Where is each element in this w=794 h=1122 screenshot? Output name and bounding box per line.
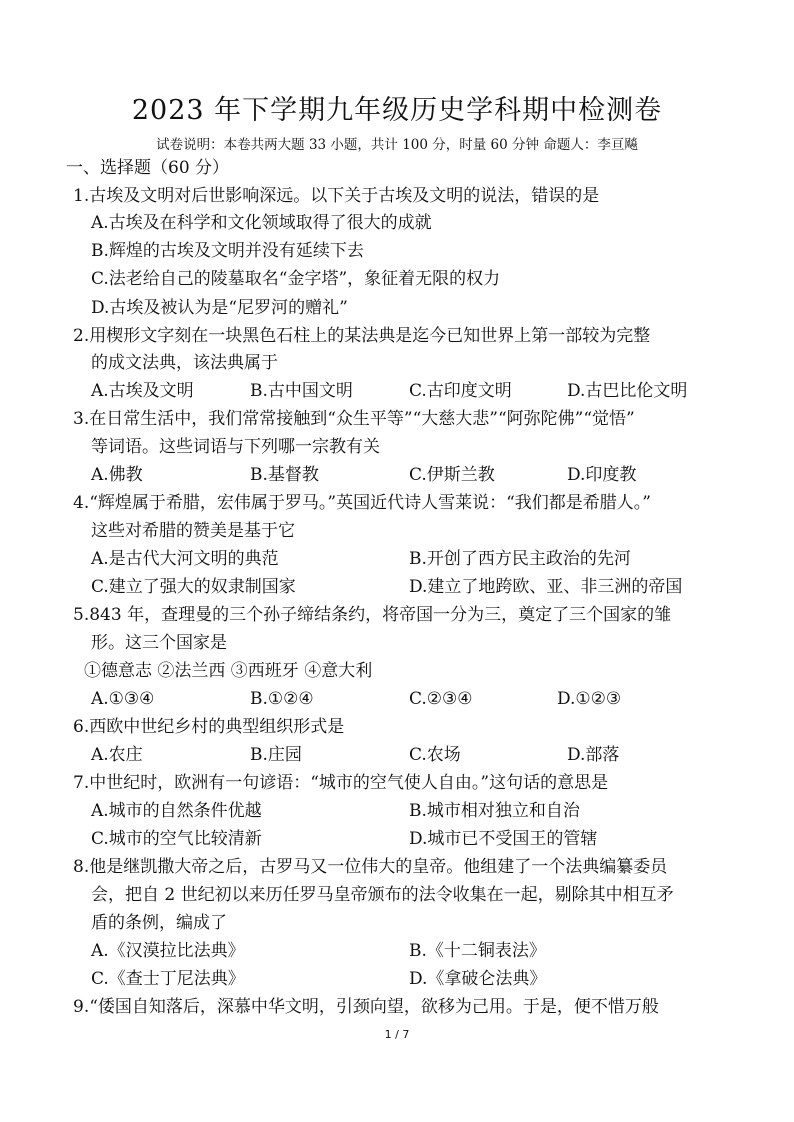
page-number: 1 / 7 — [384, 1028, 410, 1041]
question-1-stem: 1.古埃及文明对后世影响深远。以下关于古埃及文明的说法，错误的是 — [73, 186, 600, 206]
question-4-option-d: D.建立了地跨欧、亚、非三洲的帝国 — [409, 577, 683, 597]
question-4-option-a: A.是古代大河文明的典范 — [91, 549, 279, 569]
question-8-option-c: C.《查士丁尼法典》 — [91, 969, 245, 989]
question-5-items: ①德意志 ②法兰西 ③西班牙 ④意大利 — [84, 661, 373, 681]
question-2-option-b: B.古中国文明 — [250, 381, 353, 401]
question-7-option-c: C.城市的空气比较清新 — [91, 829, 262, 849]
question-8-stem-line3: 盾的条例，编成了 — [91, 913, 227, 933]
question-5-option-d: D.①②③ — [557, 689, 622, 709]
question-5-stem-line2: 形。这三个国家是 — [91, 633, 227, 653]
question-8-option-d: D.《拿破仑法典》 — [409, 969, 547, 989]
question-3-option-a: A.佛教 — [91, 465, 143, 485]
section-heading: 一、选择题（60 分） — [66, 158, 230, 178]
question-8-option-a: A.《汉漠拉比法典》 — [91, 941, 245, 961]
question-7-stem: 7.中世纪时，欧洲有一句谚语：“城市的空气使人自由。”这句话的意思是 — [73, 773, 609, 793]
question-1-option-a: A.古埃及在科学和文化领域取得了很大的成就 — [91, 213, 432, 233]
question-6-option-a: A.农庄 — [91, 745, 143, 765]
question-2-option-c: C.古印度文明 — [409, 381, 512, 401]
question-3-stem-line1: 3.在日常生活中，我们常常接触到“众生平等”“大慈大悲”“阿弥陀佛”“觉悟” — [73, 409, 635, 429]
question-7-option-d: D.城市已不受国王的管辖 — [409, 829, 598, 849]
exam-title: 2023 年下学期九年级历史学科期中检测卷 — [131, 95, 663, 126]
question-4-option-b: B.开创了西方民主政治的先河 — [409, 549, 631, 569]
question-2-option-d: D.古巴比伦文明 — [567, 381, 688, 401]
question-2-option-a: A.古埃及文明 — [91, 381, 194, 401]
question-1-option-b: B.辉煌的古埃及文明并没有延续下去 — [91, 241, 364, 261]
question-2-stem-line1: 2.用楔形文字刻在一块黑色石柱上的某法典是迄今已知世界上第一部较为完整 — [73, 326, 651, 346]
question-3-option-d: D.印度教 — [567, 465, 637, 485]
question-5-option-a: A.①③④ — [91, 689, 155, 709]
question-4-option-c: C.建立了强大的奴隶制国家 — [91, 577, 296, 597]
question-6-option-b: B.庄园 — [250, 745, 302, 765]
question-8-stem-line2: 会，把自 2 世纪初以来历任罗马皇帝颁布的法令收集在一起，剔除其中相互矛 — [91, 885, 674, 905]
question-7-option-a: A.城市的自然条件优越 — [91, 801, 262, 821]
question-1-option-c: C.法老给自己的陵墓取名“金字塔”，象征着无限的权力 — [91, 269, 501, 289]
question-5-option-c: C.②③④ — [409, 689, 473, 709]
question-4-stem-line1: 4.“辉煌属于希腊，宏伟属于罗马。”英国近代诗人雪莱说：“我们都是希腊人。” — [73, 493, 651, 513]
question-3-option-c: C.伊斯兰教 — [409, 465, 495, 485]
question-2-stem-line2: 的成文法典，该法典属于 — [91, 353, 278, 373]
question-6-option-d: D.部落 — [567, 745, 620, 765]
question-5-option-b: B.①②④ — [250, 689, 314, 709]
question-5-stem-line1: 5.843 年，查理曼的三个孙子缔结条约，将帝国一分为三，奠定了三个国家的雏 — [73, 605, 672, 625]
question-4-stem-line2: 这些对希腊的赞美是基于它 — [91, 521, 295, 541]
question-1-option-d: D.古埃及被认为是“尼罗河的赠礼” — [91, 298, 348, 318]
exam-instructions: 试卷说明：本卷共两大题 33 小题，共计 100 分，时量 60 分钟 命题人：李亘飚 — [156, 137, 638, 153]
question-3-option-b: B.基督教 — [250, 465, 319, 485]
question-8-option-b: B.《十二铜表法》 — [409, 941, 546, 961]
question-6-option-c: C.农场 — [409, 745, 461, 765]
question-6-stem: 6.西欧中世纪乡村的典型组织形式是 — [73, 717, 345, 737]
question-8-stem-line1: 8.他是继凯撒大帝之后，古罗马又一位伟大的皇帝。他组建了一个法典编纂委员 — [73, 857, 668, 877]
question-3-stem-line2: 等词语。这些词语与下列哪一宗教有关 — [91, 437, 380, 457]
question-9-stem-line1: 9.“倭国自知落后，深慕中华文明，引颈向望，欲移为己用。于是，便不惜万般 — [73, 997, 659, 1017]
question-7-option-b: B.城市相对独立和自治 — [409, 801, 580, 821]
